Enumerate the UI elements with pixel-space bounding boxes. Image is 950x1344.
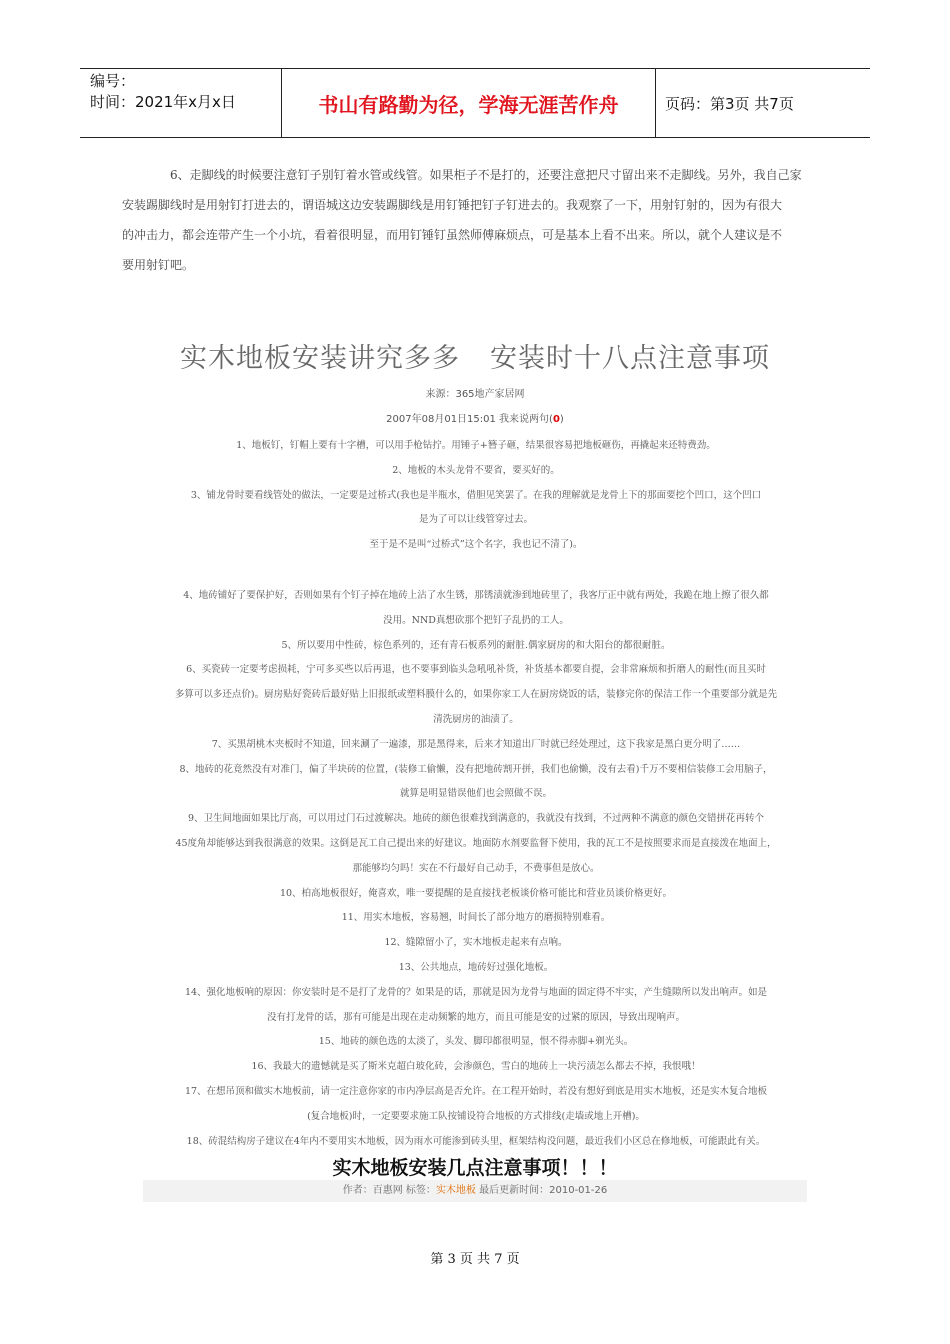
page-header: [80, 68, 870, 138]
tip-line: 5、所以要用中性砖，棕色系列的，还有青石板系列的耐脏.偶家厨房的和大阳台的都很耐脏。: [281, 639, 671, 651]
tip-line: 3、铺龙骨时要看线管处的做法，一定要是过桥式(我也是半瓶水，借胆见笑罢了。在我的理解就是龙骨上下的那面要挖个凹口，这个凹口: [190, 489, 762, 501]
page-footer: 第 3 页 共 7 页: [430, 1252, 520, 1267]
tip-item: [146, 1080, 806, 1130]
tip-line: 没用。NND真想砍那个把钉子乱扔的工人。: [383, 614, 569, 626]
tip-item: [146, 584, 806, 634]
tips-list: [146, 434, 806, 1154]
tip-line: 6、买瓷砖一定要考虑损耗，宁可多买些以后再退，也不要事到临头急吼吼补货，补货基本都要自提，会非常麻烦和折磨人的耐性(而且买时: [186, 664, 766, 676]
intro-line: 6、走脚线的时候要注意钉子别钉着水管或线管。如果柜子不是打的，还要注意把尺寸留出来不走脚线。另外，我自己家: [170, 168, 802, 182]
intro-paragraph: [122, 160, 806, 280]
article-source: 来源：365地产家居网: [425, 389, 525, 400]
number-label: 编号：: [90, 72, 136, 90]
time-label: 时间：2021年x月x日: [90, 93, 236, 111]
tip-item: [146, 434, 806, 459]
tip-item: [146, 1130, 806, 1155]
tip-item: [146, 733, 806, 758]
tip-item: [146, 882, 806, 907]
section-subtitle: 实木地板安装几点注意事项！！！: [332, 1157, 618, 1179]
tip-line: 7、买黑胡桃木夹板时不知道，回来涮了一遍漆，那是黑得来，后来才知道出厂时就已经处理过，这下我家是黑白更分明了……: [211, 738, 741, 750]
header-motto: 书山有路勤为径，学海无涯苦作舟: [281, 69, 656, 137]
tip-line: 14、强化地板响的原因：你安装时是不是打了龙骨的？如果是的话，那就是因为龙骨与地面的固定得不牢实，产生缝隙所以发出响声。如是: [184, 986, 768, 998]
intro-line: 的冲击力，都会连带产生一个小坑，看着很明显，而用钉锤钉虽然师傅麻烦点，可是基本上看不出来。所以，就个人建议是不: [122, 228, 783, 242]
tip-item: [146, 758, 806, 808]
tip-item: [146, 1030, 806, 1055]
tip-line: 就算是明显错误他们也会照做不误。: [399, 788, 552, 800]
tip-item: [146, 459, 806, 484]
tip-item: [146, 658, 806, 732]
tip-item: [146, 981, 806, 1031]
header-page-label: 页码：第3页 共7页: [665, 94, 794, 113]
comment-count-link[interactable]: 0: [552, 414, 560, 425]
tip-line: 9、卫生间地面如果比厅高，可以用过门石过渡解决。地砖的颜色很难找到满意的，我就没有找到，不过两种不满意的颜色交错拼花再转个: [187, 813, 765, 825]
tip-line: 13、公共地点，地砖好过强化地板。: [398, 961, 554, 973]
article-title: 实木地板安装讲究多多 安装时十八点注意事项: [180, 343, 770, 374]
tip-line: 没有打龙骨的话，那有可能是出现在走动频繁的地方，而且可能是安的过紧的原因，导致出现响声。: [266, 1011, 685, 1023]
tip-line: 2、地板的木头龙骨不要省，要买好的。: [392, 464, 560, 476]
tip-line: 清洗厨房的油渍了。: [433, 713, 519, 725]
intro-line: 要用射钉吧。: [122, 258, 195, 272]
tip-line: 1、地板钉，钉帽上要有十字槽，可以用手枪钻拧。用锤子+簪子砸，结果很容易把地板砸伤，再撬起来还特费劲。: [236, 440, 716, 451]
header-meta: [90, 71, 280, 113]
tip-item: [146, 484, 806, 558]
tip-item: [146, 931, 806, 956]
tip-line: 15、地砖的颜色选的太淡了，头发、脚印都很明显，恨不得赤脚+剃光头。: [318, 1036, 634, 1048]
tip-line: 16、我最大的遗憾就是买了斯米克超白玻化砖，会渗颜色，雪白的地砖上一块污渍怎么都去不掉，我恨哦！: [251, 1061, 701, 1073]
tip-item: [146, 1055, 806, 1080]
tip-line: 10、柏高地板很好，俺喜欢，唯一要提醒的是直接找老板谈价格可能比和营业员谈价格更好。: [279, 887, 673, 899]
tip-line: 17、在想吊顶和做实木地板前，请一定注意你家的市内净层高是否允许。在工程开始时，若没有想好到底是用实木地板，还是实木复合地板: [184, 1085, 768, 1097]
article-meta-bar: 作者：百惠网 标签：实木地板 最后更新时间：2010-01-26: [143, 1180, 807, 1202]
tip-line: 12、缝隙留小了，实木地板走起来有点响。: [384, 937, 568, 949]
tip-line: 是为了可以让线管穿过去。: [418, 514, 533, 526]
tip-line: 那能够均匀吗！实在不行最好自己动手，不费事但是放心。: [352, 862, 600, 874]
tip-line: (复合地板)时，一定要要求施工队按铺设符合地板的方式排线(走墙或地上开槽)。: [307, 1110, 645, 1122]
tip-line: 11、用实木地板，容易翘，时间长了部分地方的磨损特别难看。: [341, 912, 611, 924]
tag-link[interactable]: 实木地板: [435, 1185, 476, 1196]
tip-line: 18、砖混结构房子建议在4年内不要用实木地板，因为雨水可能渗到砖头里，框架结构没问题，最近我们小区总在修地板，可能跟此有关。: [186, 1135, 766, 1147]
tip-item: [146, 634, 806, 659]
tip-line: 4、地砖铺好了要保护好，否则如果有个钉子掉在地砖上沾了水生锈，那锈渍就渗到地砖里了，我客厅正中就有两处，我跪在地上擦了很久都: [183, 589, 769, 601]
tip-line: 至于是不是叫“过桥式”这个名字，我也记不清了)。: [369, 539, 583, 551]
article-date: 2007年08月01日15:01 我来说两句(0): [386, 414, 564, 425]
intro-line: 安装踢脚线时是用射钉打进去的，谓语城这边安装踢脚线是用钉锤把钉子钉进去的。我观察了一下，用射钉射的，因为有很大: [122, 198, 783, 212]
tip-item: [146, 807, 806, 881]
tip-line: 8、地砖的花竟然没有对准门，偏了半块砖的位置，(装修工偷懒，没有把地砖割开拼，我们也偷懒，没有去看)千万不要相信装修工会用脑子，: [179, 763, 773, 775]
tip-item: [146, 956, 806, 981]
tip-line: 45度角却能够达到我很满意的效果。这倒是瓦工自己提出来的好建议。地面防水剂要监督下使用，我的瓦工不是按照要求而是直接泼在地面上，: [175, 837, 777, 849]
tip-item: [146, 906, 806, 931]
tip-line: 多算可以多还点价)。厨房贴好瓷砖后最好贴上旧报纸或塑料膜什么的，如果你家工人在厨房烧饭的话，装修完你的保洁工作一个重要部分就是先: [174, 689, 778, 701]
